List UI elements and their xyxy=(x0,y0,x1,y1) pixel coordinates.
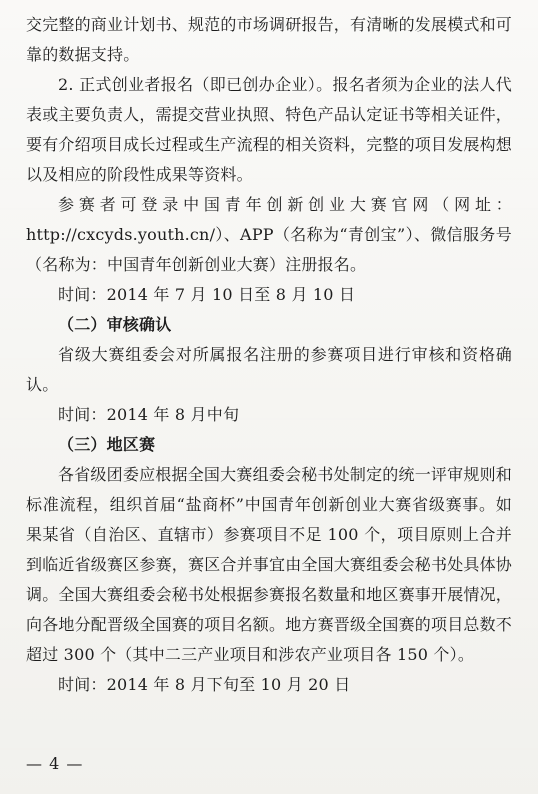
page-number: — 4 — xyxy=(26,754,84,773)
paragraph-regional-time: 时间：2014 年 8 月下旬至 10 月 20 日 xyxy=(58,675,351,694)
section-heading-review: （二）审核确认 xyxy=(58,315,172,334)
paragraph-review-time: 时间：2014 年 8 月中旬 xyxy=(58,405,240,424)
paragraph-regional: 各省级团委应根据全国大赛组委会秘书处制定的统一评审规则和标准流程，组织首届“盐商杯”中国青年创新创业大赛省级赛事。如果某省（自治区、直辖市）参赛项目不足 100 个，项目原则上合并到临近省级赛区参赛，赛区合并事宜由全国大赛组委会秘书处具体协调。全国大赛组委会秘书处根据参赛报名数量和地区赛事开展情况，向各地分配晋级全国赛的项目名额。地方赛晋级全国赛的项目总数不超过 300 个（其中二三产业项目和涉农产业项目各 150 个）。 xyxy=(26,465,513,664)
paragraph-review: 省级大赛组委会对所属报名注册的参赛项目进行审核和资格确认。 xyxy=(26,345,512,394)
paragraph-registration-time: 时间：2014 年 7 月 10 日至 8 月 10 日 xyxy=(58,285,356,304)
paragraph-registration-info: 参赛者可登录中国青年创新创业大赛官网（网址：http://cxcyds.youth.cn/）、APP（名称为“青创宝”）、微信服务号（名称为：中国青年创新创业大赛）注册报名。 xyxy=(26,195,512,274)
paragraph-formal-entrepreneur: 2. 正式创业者报名（即已创办企业）。报名者须为企业的法人代表或主要负责人，需提交营业执照、特色产品认定证书等相关证件，要有介绍项目成长过程或生产流程的相关资料，完整的项目发展构想以及相应的阶段性成果等资料。 xyxy=(26,75,513,184)
section-heading-regional: （三）地区赛 xyxy=(58,435,156,454)
paragraph-business-plan: 交完整的商业计划书、规范的市场调研报告，有清晰的发展模式和可靠的数据支持。 xyxy=(26,15,513,64)
